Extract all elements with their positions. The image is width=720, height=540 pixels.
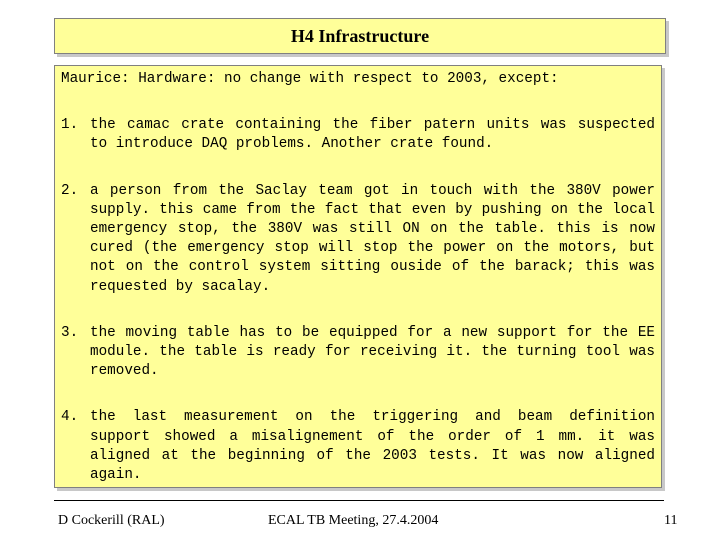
list-item-number: 4. <box>61 409 79 426</box>
list-item-number: 2. <box>61 182 79 199</box>
intro-line: Maurice: Hardware: no change with respect to 2003, except: <box>61 71 559 87</box>
slide-content-box <box>54 65 662 488</box>
list-item-text: the camac crate containing the fiber patern units was suspected to introduce DAQ problems. Another crate found. <box>90 117 655 153</box>
footer-divider <box>54 500 664 501</box>
footer-author: D Cockerill (RAL) <box>58 513 165 528</box>
list-item-number: 1. <box>61 117 79 134</box>
list-item <box>61 408 655 485</box>
list-item-text: a person from the Saclay team got in touch with the 380V power supply. this came from the fact that even by pushing on the local emergency stop, the 380V was still ON on the table. this is now cured (the emergency stop will stop the power on the motors, but not on the control system sitting ouside of the barack; this was requested by sacalay. <box>90 182 655 295</box>
slide-title: H4 Infrastructure <box>290 25 430 46</box>
list-item <box>61 182 655 297</box>
list-item-number: 3. <box>61 324 79 341</box>
footer-page-number: 11 <box>664 513 678 528</box>
list-item-text: the moving table has to be equipped for a new support for the EE module. the table is ready for receiving it. the turning tool was removed. <box>90 324 655 380</box>
list-item <box>61 116 655 154</box>
list-item-text: the last measurement on the triggering and beam definition support showed a misalignement of the order of 1 mm. it was aligned at the beginning of the 2003 tests. It was now aligned again. <box>90 409 655 484</box>
footer-meeting: ECAL TB Meeting, 27.4.2004 <box>268 513 439 528</box>
slide-title-box <box>54 18 666 54</box>
list-item <box>61 324 655 382</box>
